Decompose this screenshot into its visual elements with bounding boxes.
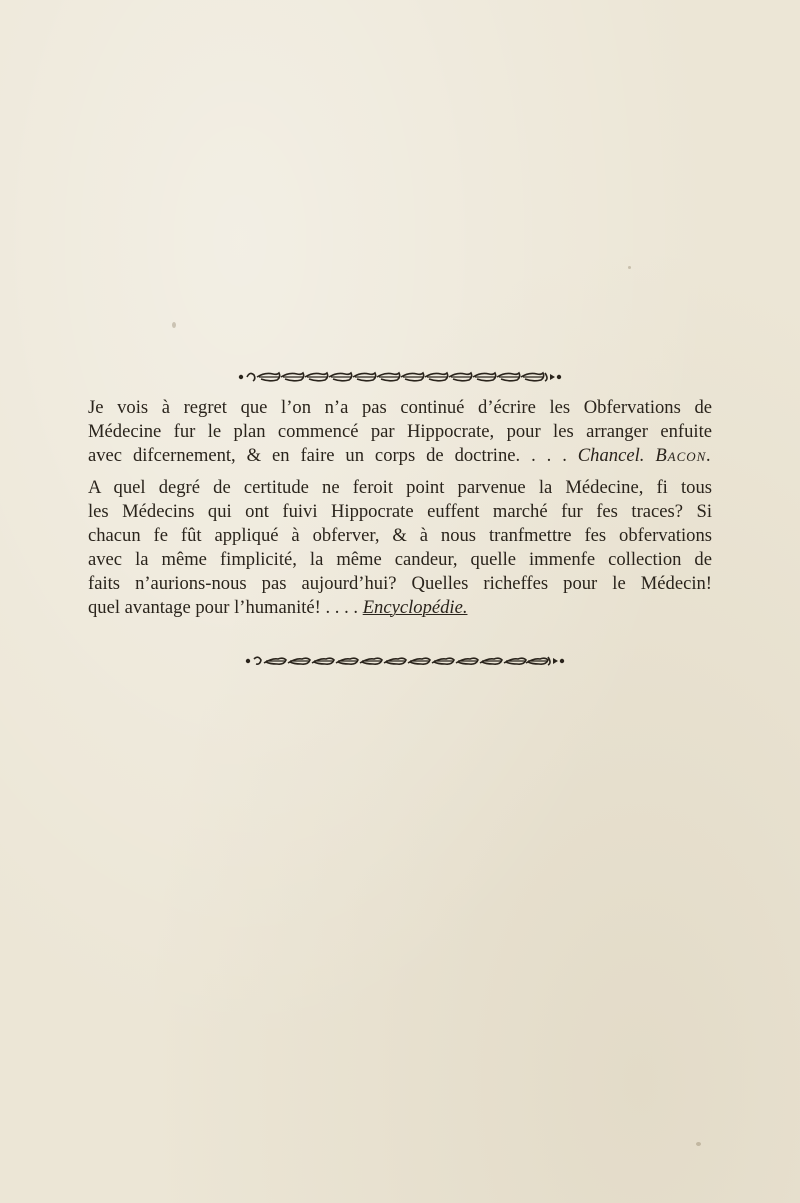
bacon-quote-line-1: Je vois à regret que l’on n’a pas continué d’écrire les Obfervations de xyxy=(88,397,712,418)
encyclopedie-quote xyxy=(88,476,712,620)
bacon-quote-line-3-text: avec difcernement, & en faire un corps de doctrine. . . . xyxy=(88,445,578,466)
chain-ornament-icon xyxy=(237,370,563,384)
encyclopedie-attribution: Encyclopédie. xyxy=(362,597,468,618)
encyclopedie-quote-line-6-text: quel avantage pour l’humanité! . . . . xyxy=(88,597,363,618)
encyclopedie-quote-line-4: avec la même fimplicité, la même candeur, quelle immenfe collection de xyxy=(88,549,712,570)
bacon-quote xyxy=(88,396,712,468)
top-ornament-divider xyxy=(237,370,563,384)
encyclopedie-quote-line-5: faits n’aurions-nous pas aujourd’hui? Quelles richeffes pour le Médecin! xyxy=(88,573,712,594)
encyclopedie-quote-line-3: chacun fe fût appliqué à obferver, & à nous tranfmettre fes obfervations xyxy=(88,525,712,546)
encyclopedie-quote-line-2: les Médecins qui ont fuivi Hippocrate euffent marché fur fes traces? Si xyxy=(88,501,712,522)
ink-speck-icon xyxy=(628,266,631,269)
bacon-quote-line-3 xyxy=(88,444,712,468)
encyclopedie-quote-line-1: A quel degré de certitude ne feroit point parvenue la Médecine, fi tous xyxy=(88,477,712,498)
bottom-ornament-divider xyxy=(244,654,566,668)
bacon-attribution-name: Bacon. xyxy=(655,445,712,466)
ink-speck-icon xyxy=(696,1142,701,1146)
bacon-attribution-prefix: Chancel. xyxy=(577,445,656,466)
encyclopedie-quote-line-6 xyxy=(88,596,712,620)
ink-speck-icon xyxy=(172,322,176,328)
bacon-quote-line-2: Médecine fur le plan commencé par Hippocrate, pour les arranger enfuite xyxy=(88,421,712,442)
chain-ornament-icon xyxy=(244,654,566,668)
